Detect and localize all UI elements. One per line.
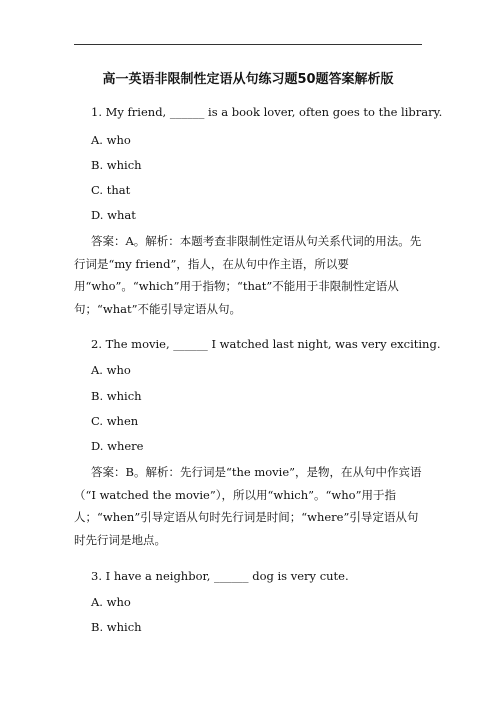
page-title: 高一英语非限制性定语从句练习题50题答案解析版 — [102, 72, 394, 87]
question-3-option-b: B. which — [91, 620, 142, 634]
question-2-option-c: C. when — [91, 414, 139, 428]
question-3-stem: 3. I have a neighbor, ______ dog is very cute. — [91, 569, 349, 583]
question-1-stem: 1. My friend, ______ is a book lover, often goes to the library. — [91, 105, 443, 119]
question-1-option-b: B. which — [91, 158, 142, 172]
question-1-option-d: D. what — [91, 208, 136, 222]
question-2-answer: 答案：B。解析：先行词是“the movie”，是物，在从句中作宾语（“I watched the movie”），所以用“which”。“who”用于指人；“when”引导定语从句时先行词是时间；“where”引导定语从句时先行词是地点。 — [74, 465, 422, 547]
question-2-option-d: D. where — [91, 439, 144, 453]
question-1-option-a: A. who — [91, 133, 131, 147]
question-2-option-a: A. who — [91, 363, 131, 377]
question-2-option-b: B. which — [91, 389, 142, 403]
question-3-option-a: A. who — [91, 595, 131, 609]
question-1-answer: 答案：A。解析：本题考查非限制性定语从句关系代词的用法。先行词是“my friend”，指人，在从句中作主语，所以要用“who”。“which”用于指物；“that”不能用于非限制性定语从句；“what”不能引导定语从句。 — [74, 234, 422, 316]
question-1-option-c: C. that — [91, 183, 131, 197]
header-rule — [74, 44, 422, 45]
question-2-stem: 2. The movie, ______ I watched last night, was very exciting. — [91, 337, 441, 351]
